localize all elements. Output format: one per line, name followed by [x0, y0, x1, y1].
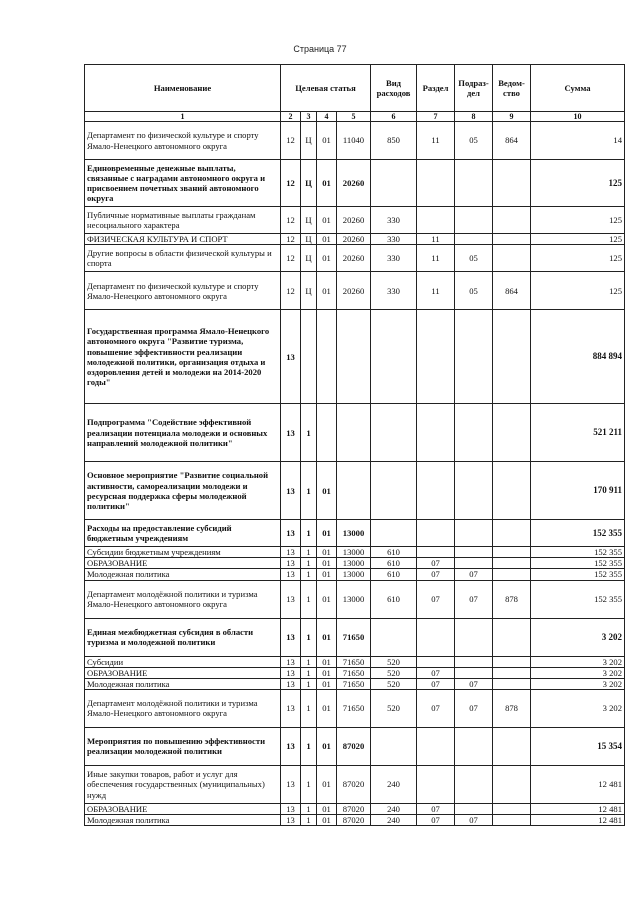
- target-code-direction: 87020: [337, 815, 371, 826]
- table-row: [85, 656, 625, 667]
- table-row: [85, 689, 625, 727]
- department-cell: 878: [493, 580, 531, 618]
- sum-cell: 521 211: [531, 404, 625, 462]
- section-cell: 11: [417, 122, 455, 160]
- expense-type-cell: 610: [371, 580, 417, 618]
- target-code-event: 01: [317, 803, 337, 814]
- department-cell: [493, 618, 531, 656]
- department-cell: [493, 207, 531, 234]
- target-code-subprogram: 1: [301, 727, 317, 765]
- section-cell: 07: [417, 803, 455, 814]
- target-code-direction: 20260: [337, 207, 371, 234]
- row-name: Основное мероприятие "Развитие социальной активности, самореализации молодежи и ресурсная поддержка сферы молодежной политики": [85, 462, 281, 520]
- target-code-direction: 20260: [337, 160, 371, 207]
- sum-cell: 125: [531, 160, 625, 207]
- row-name: Расходы на предоставление субсидий бюджетным учреждениям: [85, 520, 281, 547]
- sum-cell: 152 355: [531, 569, 625, 580]
- sum-cell: 152 355: [531, 558, 625, 569]
- target-code-direction: 13000: [337, 558, 371, 569]
- target-code-program: 13: [281, 727, 301, 765]
- row-name: Подпрограмма "Содействие эффективной реализации потенциала молодежи и основных направлений молодежной политики": [85, 404, 281, 462]
- section-cell: [417, 520, 455, 547]
- target-code-program: 13: [281, 689, 301, 727]
- subsection-cell: [455, 160, 493, 207]
- row-name: ОБРАЗОВАНИЕ: [85, 667, 281, 678]
- target-code-direction: [337, 310, 371, 404]
- table-row: [85, 678, 625, 689]
- department-cell: 864: [493, 272, 531, 310]
- expense-type-cell: 520: [371, 656, 417, 667]
- header-row: [85, 65, 625, 112]
- target-code-subprogram: 1: [301, 462, 317, 520]
- target-code-event: 01: [317, 462, 337, 520]
- header-subsection: Подраз-дел: [455, 65, 493, 112]
- target-code-event: 01: [317, 678, 337, 689]
- subsection-cell: [455, 558, 493, 569]
- col-number: 9: [493, 112, 531, 122]
- table-row: [85, 667, 625, 678]
- subsection-cell: 07: [455, 678, 493, 689]
- header-target-article: Целевая статья: [281, 65, 371, 112]
- target-code-event: 01: [317, 245, 337, 272]
- department-cell: [493, 462, 531, 520]
- col-number: 2: [281, 112, 301, 122]
- sum-cell: 15 354: [531, 727, 625, 765]
- target-code-program: 13: [281, 765, 301, 803]
- department-cell: [493, 678, 531, 689]
- target-code-program: 13: [281, 618, 301, 656]
- expense-type-cell: 240: [371, 803, 417, 814]
- target-code-subprogram: 1: [301, 547, 317, 558]
- section-cell: [417, 310, 455, 404]
- sum-cell: 884 894: [531, 310, 625, 404]
- sum-cell: 125: [531, 245, 625, 272]
- table-row: [85, 558, 625, 569]
- department-cell: [493, 245, 531, 272]
- target-code-subprogram: 1: [301, 815, 317, 826]
- target-code-subprogram: [301, 310, 317, 404]
- target-code-event: 01: [317, 122, 337, 160]
- sum-cell: 3 202: [531, 656, 625, 667]
- header-expense-type: Вид расходов: [371, 65, 417, 112]
- row-name: Единовременные денежные выплаты, связанные с наградами автономного округа и присвоением почетных званий автономного округа: [85, 160, 281, 207]
- header-name: Наименование: [85, 65, 281, 112]
- expense-type-cell: 850: [371, 122, 417, 160]
- department-cell: [493, 569, 531, 580]
- row-name: Мероприятия по повышению эффективности реализации молодежной политики: [85, 727, 281, 765]
- department-cell: [493, 404, 531, 462]
- section-cell: [417, 765, 455, 803]
- target-code-subprogram: 1: [301, 618, 317, 656]
- row-name: Департамент по физической культуре и спорту Ямало-Ненецкого автономного округа: [85, 122, 281, 160]
- subsection-cell: [455, 618, 493, 656]
- sum-cell: 3 202: [531, 689, 625, 727]
- target-code-event: 01: [317, 520, 337, 547]
- expense-type-cell: 610: [371, 558, 417, 569]
- table-row: [85, 272, 625, 310]
- column-number-row: [85, 112, 625, 122]
- target-code-subprogram: 1: [301, 678, 317, 689]
- subsection-cell: [455, 462, 493, 520]
- table-row: [85, 462, 625, 520]
- target-code-program: 13: [281, 667, 301, 678]
- target-code-program: 12: [281, 160, 301, 207]
- sum-cell: 3 202: [531, 678, 625, 689]
- department-cell: [493, 558, 531, 569]
- section-cell: [417, 404, 455, 462]
- subsection-cell: [455, 667, 493, 678]
- row-name: ФИЗИЧЕСКАЯ КУЛЬТУРА И СПОРТ: [85, 234, 281, 245]
- table-row: [85, 234, 625, 245]
- target-code-event: 01: [317, 667, 337, 678]
- table-row: [85, 122, 625, 160]
- section-cell: 07: [417, 558, 455, 569]
- header-department: Ведом-ство: [493, 65, 531, 112]
- subsection-cell: 07: [455, 815, 493, 826]
- subsection-cell: [455, 803, 493, 814]
- subsection-cell: 05: [455, 245, 493, 272]
- target-code-event: 01: [317, 272, 337, 310]
- row-name: Субсидии: [85, 656, 281, 667]
- target-code-program: 13: [281, 558, 301, 569]
- department-cell: [493, 803, 531, 814]
- target-code-event: 01: [317, 207, 337, 234]
- section-cell: 07: [417, 667, 455, 678]
- row-name: Иные закупки товаров, работ и услуг для обеспечения государственных (муниципальных) нужд: [85, 765, 281, 803]
- target-code-program: 13: [281, 803, 301, 814]
- subsection-cell: [455, 207, 493, 234]
- department-cell: [493, 667, 531, 678]
- expense-type-cell: 330: [371, 207, 417, 234]
- section-cell: 07: [417, 678, 455, 689]
- department-cell: [493, 656, 531, 667]
- target-code-subprogram: 1: [301, 520, 317, 547]
- department-cell: [493, 727, 531, 765]
- target-code-event: 01: [317, 558, 337, 569]
- target-code-event: 01: [317, 727, 337, 765]
- expense-type-cell: [371, 404, 417, 462]
- sum-cell: 152 355: [531, 580, 625, 618]
- subsection-cell: [455, 234, 493, 245]
- target-code-direction: [337, 462, 371, 520]
- target-code-program: 12: [281, 207, 301, 234]
- table-row: [85, 207, 625, 234]
- row-name: Публичные нормативные выплаты гражданам несоциального характера: [85, 207, 281, 234]
- expense-type-cell: 240: [371, 815, 417, 826]
- expense-type-cell: 330: [371, 234, 417, 245]
- subsection-cell: [455, 727, 493, 765]
- target-code-subprogram: 1: [301, 569, 317, 580]
- col-number: 6: [371, 112, 417, 122]
- target-code-subprogram: 1: [301, 765, 317, 803]
- sum-cell: 125: [531, 272, 625, 310]
- section-cell: 11: [417, 245, 455, 272]
- department-cell: 878: [493, 689, 531, 727]
- row-name: Другие вопросы в области физической культуры и спорта: [85, 245, 281, 272]
- target-code-event: 01: [317, 815, 337, 826]
- target-code-direction: 71650: [337, 678, 371, 689]
- target-code-program: 13: [281, 462, 301, 520]
- sum-cell: 3 202: [531, 618, 625, 656]
- subsection-cell: [455, 656, 493, 667]
- section-cell: [417, 727, 455, 765]
- table-row: [85, 547, 625, 558]
- section-cell: [417, 462, 455, 520]
- table-row: [85, 580, 625, 618]
- table-row: [85, 618, 625, 656]
- sum-cell: 12 481: [531, 815, 625, 826]
- target-code-subprogram: Ц: [301, 207, 317, 234]
- expense-type-cell: 330: [371, 272, 417, 310]
- sum-cell: 14: [531, 122, 625, 160]
- target-code-direction: 13000: [337, 547, 371, 558]
- subsection-cell: 05: [455, 272, 493, 310]
- target-code-direction: 13000: [337, 569, 371, 580]
- target-code-event: 01: [317, 689, 337, 727]
- section-cell: 07: [417, 580, 455, 618]
- row-name: Молодежная политика: [85, 815, 281, 826]
- row-name: Молодежная политика: [85, 569, 281, 580]
- expense-type-cell: [371, 462, 417, 520]
- expense-type-cell: 610: [371, 547, 417, 558]
- table-row: [85, 727, 625, 765]
- target-code-direction: 11040: [337, 122, 371, 160]
- target-code-subprogram: 1: [301, 580, 317, 618]
- target-code-direction: 71650: [337, 656, 371, 667]
- target-code-subprogram: 1: [301, 656, 317, 667]
- target-code-direction: 87020: [337, 765, 371, 803]
- row-name: Департамент молодёжной политики и туризма Ямало-Ненецкого автономного округа: [85, 580, 281, 618]
- subsection-cell: 07: [455, 569, 493, 580]
- target-code-subprogram: Ц: [301, 234, 317, 245]
- target-code-program: 12: [281, 272, 301, 310]
- subsection-cell: 05: [455, 122, 493, 160]
- target-code-event: 01: [317, 580, 337, 618]
- col-number: 3: [301, 112, 317, 122]
- subsection-cell: [455, 310, 493, 404]
- target-code-direction: 20260: [337, 234, 371, 245]
- target-code-program: 13: [281, 678, 301, 689]
- table-row: [85, 803, 625, 814]
- header-sum: Сумма: [531, 65, 625, 112]
- target-code-direction: 71650: [337, 667, 371, 678]
- table-row: [85, 520, 625, 547]
- expense-type-cell: 520: [371, 678, 417, 689]
- subsection-cell: [455, 547, 493, 558]
- subsection-cell: [455, 520, 493, 547]
- target-code-program: 12: [281, 122, 301, 160]
- col-number: 1: [85, 112, 281, 122]
- expense-type-cell: [371, 310, 417, 404]
- expense-type-cell: 520: [371, 689, 417, 727]
- target-code-subprogram: Ц: [301, 245, 317, 272]
- page-label: Страница 77: [293, 44, 347, 54]
- target-code-direction: 13000: [337, 580, 371, 618]
- table-row: [85, 245, 625, 272]
- subsection-cell: 07: [455, 689, 493, 727]
- col-number: 7: [417, 112, 455, 122]
- target-code-subprogram: 1: [301, 404, 317, 462]
- target-code-event: 01: [317, 547, 337, 558]
- section-cell: 07: [417, 815, 455, 826]
- target-code-direction: 71650: [337, 618, 371, 656]
- col-number: 4: [317, 112, 337, 122]
- expense-type-cell: [371, 618, 417, 656]
- row-name: Департамент по физической культуре и спорту Ямало-Ненецкого автономного округа: [85, 272, 281, 310]
- department-cell: [493, 160, 531, 207]
- target-code-direction: 87020: [337, 727, 371, 765]
- subsection-cell: [455, 404, 493, 462]
- section-cell: [417, 207, 455, 234]
- target-code-event: 01: [317, 569, 337, 580]
- department-cell: [493, 765, 531, 803]
- table-row: [85, 815, 625, 826]
- subsection-cell: [455, 765, 493, 803]
- expense-type-cell: [371, 160, 417, 207]
- target-code-subprogram: 1: [301, 558, 317, 569]
- department-cell: 864: [493, 122, 531, 160]
- target-code-program: 13: [281, 547, 301, 558]
- section-cell: 07: [417, 569, 455, 580]
- target-code-program: 13: [281, 815, 301, 826]
- target-code-event: 01: [317, 160, 337, 207]
- department-cell: [493, 547, 531, 558]
- target-code-subprogram: Ц: [301, 272, 317, 310]
- table-row: [85, 569, 625, 580]
- target-code-event: 01: [317, 234, 337, 245]
- row-name: ОБРАЗОВАНИЕ: [85, 558, 281, 569]
- target-code-event: 01: [317, 765, 337, 803]
- section-cell: [417, 618, 455, 656]
- col-number: 8: [455, 112, 493, 122]
- target-code-event: [317, 404, 337, 462]
- target-code-program: 13: [281, 520, 301, 547]
- subsection-cell: 07: [455, 580, 493, 618]
- target-code-direction: [337, 404, 371, 462]
- table-row: [85, 765, 625, 803]
- table-row: [85, 310, 625, 404]
- expense-type-cell: [371, 727, 417, 765]
- row-name: Государственная программа Ямало-Ненецкого автономного округа "Развитие туризма, повышение эффективности реализации молодежной политики, организация отдыха и оздоровления детей и молодежи на 2014-2020 годы": [85, 310, 281, 404]
- sum-cell: 3 202: [531, 667, 625, 678]
- department-cell: [493, 310, 531, 404]
- target-code-program: 13: [281, 404, 301, 462]
- target-code-program: 13: [281, 580, 301, 618]
- row-name: Молодежная политика: [85, 678, 281, 689]
- expense-type-cell: 240: [371, 765, 417, 803]
- target-code-direction: 87020: [337, 803, 371, 814]
- target-code-direction: 20260: [337, 272, 371, 310]
- table-row: [85, 404, 625, 462]
- budget-table: [84, 64, 625, 826]
- section-cell: [417, 160, 455, 207]
- section-cell: [417, 656, 455, 667]
- target-code-subprogram: 1: [301, 689, 317, 727]
- row-name: Департамент молодёжной политики и туризма Ямало-Ненецкого автономного округа: [85, 689, 281, 727]
- section-cell: 11: [417, 272, 455, 310]
- target-code-subprogram: 1: [301, 803, 317, 814]
- sum-cell: 152 355: [531, 520, 625, 547]
- expense-type-cell: 610: [371, 569, 417, 580]
- col-number: 5: [337, 112, 371, 122]
- section-cell: 11: [417, 234, 455, 245]
- sum-cell: 12 481: [531, 765, 625, 803]
- sum-cell: 12 481: [531, 803, 625, 814]
- header-section: Раздел: [417, 65, 455, 112]
- target-code-event: 01: [317, 656, 337, 667]
- target-code-direction: 13000: [337, 520, 371, 547]
- target-code-event: [317, 310, 337, 404]
- target-code-subprogram: Ц: [301, 122, 317, 160]
- sum-cell: 152 355: [531, 547, 625, 558]
- target-code-program: 13: [281, 569, 301, 580]
- department-cell: [493, 234, 531, 245]
- row-name: Субсидии бюджетным учреждениям: [85, 547, 281, 558]
- sum-cell: 125: [531, 234, 625, 245]
- sum-cell: 170 911: [531, 462, 625, 520]
- target-code-program: 13: [281, 656, 301, 667]
- table-row: [85, 160, 625, 207]
- section-cell: [417, 547, 455, 558]
- target-code-subprogram: Ц: [301, 160, 317, 207]
- row-name: Единая межбюджетная субсидия в области туризма и молодежной политики: [85, 618, 281, 656]
- target-code-subprogram: 1: [301, 667, 317, 678]
- target-code-direction: 20260: [337, 245, 371, 272]
- target-code-direction: 71650: [337, 689, 371, 727]
- target-code-program: 12: [281, 234, 301, 245]
- target-code-program: 13: [281, 310, 301, 404]
- expense-type-cell: 330: [371, 245, 417, 272]
- row-name: ОБРАЗОВАНИЕ: [85, 803, 281, 814]
- expense-type-cell: [371, 520, 417, 547]
- department-cell: [493, 815, 531, 826]
- section-cell: 07: [417, 689, 455, 727]
- target-code-program: 12: [281, 245, 301, 272]
- target-code-event: 01: [317, 618, 337, 656]
- expense-type-cell: 520: [371, 667, 417, 678]
- sum-cell: 125: [531, 207, 625, 234]
- col-number: 10: [531, 112, 625, 122]
- department-cell: [493, 520, 531, 547]
